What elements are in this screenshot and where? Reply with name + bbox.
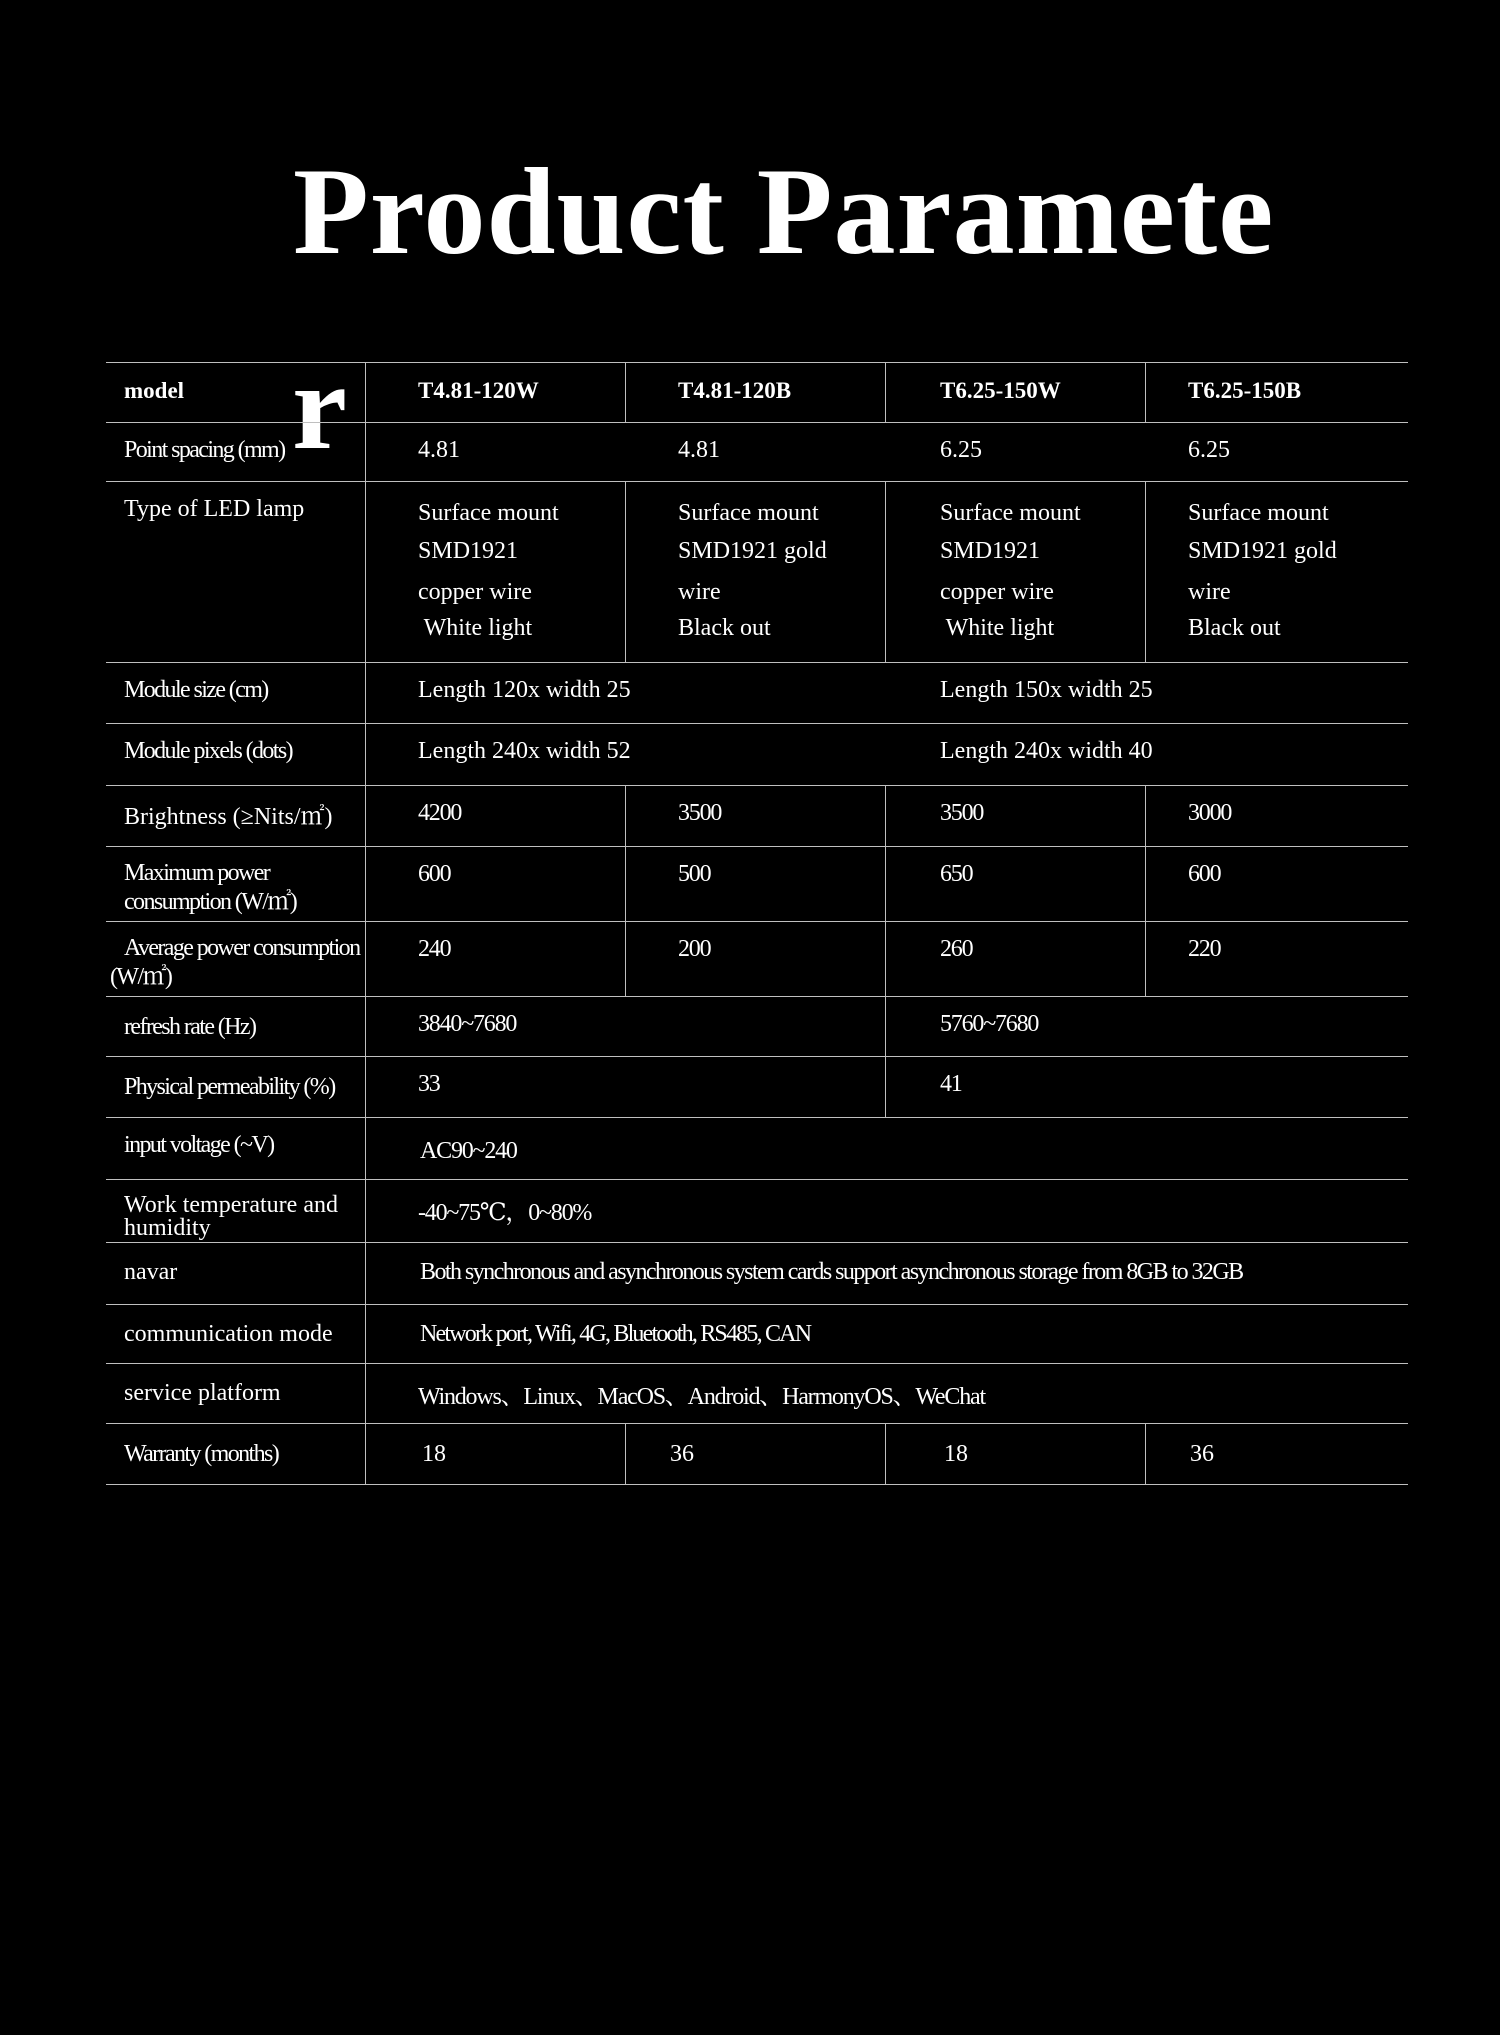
- label-service-platform: service platform: [106, 1364, 366, 1423]
- page-title: Product Paramete: [293, 143, 1275, 280]
- value-brightness-3: 3500: [886, 786, 1146, 846]
- label-work-temperature-line-2: humidity: [124, 1215, 211, 1241]
- value-module-size-1: Length 120x width 25: [418, 677, 631, 703]
- label-work-temperature-line-1: Work temperature and: [124, 1192, 338, 1218]
- label-max-power-line-1: Maximum power: [124, 860, 270, 886]
- row-work-temperature: [106, 1179, 1408, 1242]
- value-module-pixels-2: Length 240x width 40: [940, 738, 1153, 764]
- value-warranty-3: 18: [886, 1424, 1146, 1484]
- row-service-platform: [106, 1363, 1408, 1423]
- value-communication-mode: Network port, Wifi, 4G, Bluetooth, RS485, CAN: [420, 1321, 811, 1347]
- row-communication-mode: [106, 1304, 1408, 1363]
- label-avg-power: [106, 922, 366, 996]
- value-module-size-2: Length 150x width 25: [940, 677, 1153, 703]
- row-navar: [106, 1242, 1408, 1304]
- led-lamp-1-line-2: SMD1921: [418, 538, 519, 564]
- value-input-voltage: AC90~240: [420, 1138, 517, 1164]
- header-model-4: T6.25-150B: [1188, 378, 1302, 403]
- value-brightness-2: 3500: [626, 786, 886, 846]
- row-module-size: [106, 662, 1408, 723]
- row-module-pixels: [106, 723, 1408, 785]
- value-warranty-4: 36: [1190, 1441, 1214, 1467]
- parameter-table: [106, 362, 1408, 1485]
- value-avg-power-3: 260: [886, 922, 1146, 996]
- label-navar: navar: [106, 1243, 366, 1304]
- value-module-pixels-1: Length 240x width 52: [418, 738, 631, 764]
- label-max-power: [106, 847, 366, 921]
- led-lamp-4-line-2: SMD1921 gold: [1188, 538, 1337, 564]
- led-lamp-2-line-4: Black out: [678, 615, 771, 641]
- value-avg-power-4: 220: [1188, 936, 1221, 962]
- page-title-wrapped-letter: r: [292, 338, 348, 475]
- led-lamp-3-line-1: Surface mount: [940, 500, 1081, 526]
- value-refresh-rate-2: 5760~7680: [940, 1011, 1039, 1037]
- value-led-lamp-2: [626, 482, 886, 662]
- row-point-spacing: [106, 422, 1408, 481]
- value-led-lamp-4: [1146, 482, 1408, 662]
- value-work-temperature: -40~75℃，0~80%: [418, 1200, 592, 1226]
- header-model-2: T4.81-120B: [626, 363, 886, 422]
- label-warranty: Warranty (months): [106, 1424, 366, 1484]
- value-max-power-2: 500: [626, 847, 886, 921]
- led-lamp-3-line-3: copper wire: [940, 579, 1054, 605]
- value-permeability-1: 33: [366, 1057, 886, 1117]
- value-max-power-1: 600: [366, 847, 626, 921]
- value-led-lamp-1: [366, 482, 626, 662]
- value-brightness-1: 4200: [366, 786, 626, 846]
- value-max-power-3: 650: [886, 847, 1146, 921]
- value-point-spacing-2: 4.81: [678, 437, 720, 463]
- label-communication-mode: communication mode: [106, 1305, 366, 1363]
- led-lamp-1-line-3: copper wire: [418, 579, 532, 605]
- led-lamp-2-line-1: Surface mount: [678, 500, 819, 526]
- row-input-voltage: [106, 1117, 1408, 1179]
- value-service-platform: Windows、Linux、MacOS、Android、HarmonyOS、WeChat: [418, 1384, 985, 1410]
- row-avg-power: [106, 921, 1408, 996]
- row-brightness: [106, 785, 1408, 846]
- value-avg-power-2: 200: [626, 922, 886, 996]
- led-lamp-1-line-4: White light: [418, 615, 533, 641]
- label-input-voltage: input voltage (~V): [106, 1118, 366, 1179]
- label-avg-power-line-2: (W/㎡): [110, 964, 172, 990]
- label-max-power-line-2: consumption (W/㎡): [124, 889, 297, 915]
- value-permeability-2: 41: [940, 1071, 962, 1097]
- row-led-lamp: [106, 481, 1408, 662]
- led-lamp-4-line-1: Surface mount: [1188, 500, 1329, 526]
- led-lamp-1-line-1: Surface mount: [418, 500, 559, 526]
- label-permeability: Physical permeability (%): [106, 1057, 366, 1117]
- label-module-size: Module size (cm): [106, 663, 366, 723]
- value-max-power-4: 600: [1188, 861, 1221, 887]
- led-lamp-4-line-3: wire: [1188, 579, 1231, 605]
- value-avg-power-1: 240: [366, 922, 626, 996]
- label-avg-power-line-1: Average power consumption: [124, 935, 360, 961]
- row-permeability: [106, 1056, 1408, 1117]
- value-warranty-2: 36: [626, 1424, 886, 1484]
- header-label-model: model: [106, 363, 366, 422]
- label-work-temperature: [106, 1180, 366, 1242]
- value-point-spacing-3: 6.25: [940, 437, 982, 463]
- led-lamp-2-line-2: SMD1921 gold: [678, 538, 827, 564]
- value-navar: Both synchronous and asynchronous system cards support asynchronous storage from 8GB to 32GB: [420, 1259, 1243, 1285]
- led-lamp-2-line-3: wire: [678, 579, 721, 605]
- label-module-pixels: Module pixels (dots): [106, 724, 366, 785]
- header-model-3: T6.25-150W: [886, 363, 1146, 422]
- value-point-spacing-4: 6.25: [1188, 437, 1230, 463]
- value-warranty-1: 18: [366, 1424, 626, 1484]
- row-max-power: [106, 846, 1408, 921]
- header-model-1: T4.81-120W: [366, 363, 626, 422]
- value-refresh-rate-1: 3840~7680: [366, 997, 886, 1056]
- row-refresh-rate: [106, 996, 1408, 1056]
- table-header-row: [106, 362, 1408, 422]
- value-brightness-4: 3000: [1188, 800, 1232, 826]
- value-led-lamp-3: [886, 482, 1146, 662]
- led-lamp-4-line-4: Black out: [1188, 615, 1281, 641]
- label-brightness: Brightness (≥Nits/㎡): [106, 786, 366, 846]
- value-point-spacing-1: 4.81: [418, 437, 460, 463]
- label-led-lamp: Type of LED lamp: [106, 482, 366, 662]
- led-lamp-3-line-4: White light: [940, 615, 1055, 641]
- label-refresh-rate: refresh rate (Hz): [106, 997, 366, 1056]
- led-lamp-3-line-2: SMD1921: [940, 538, 1041, 564]
- label-point-spacing: Point spacing (mm): [106, 423, 366, 481]
- row-warranty: [106, 1423, 1408, 1485]
